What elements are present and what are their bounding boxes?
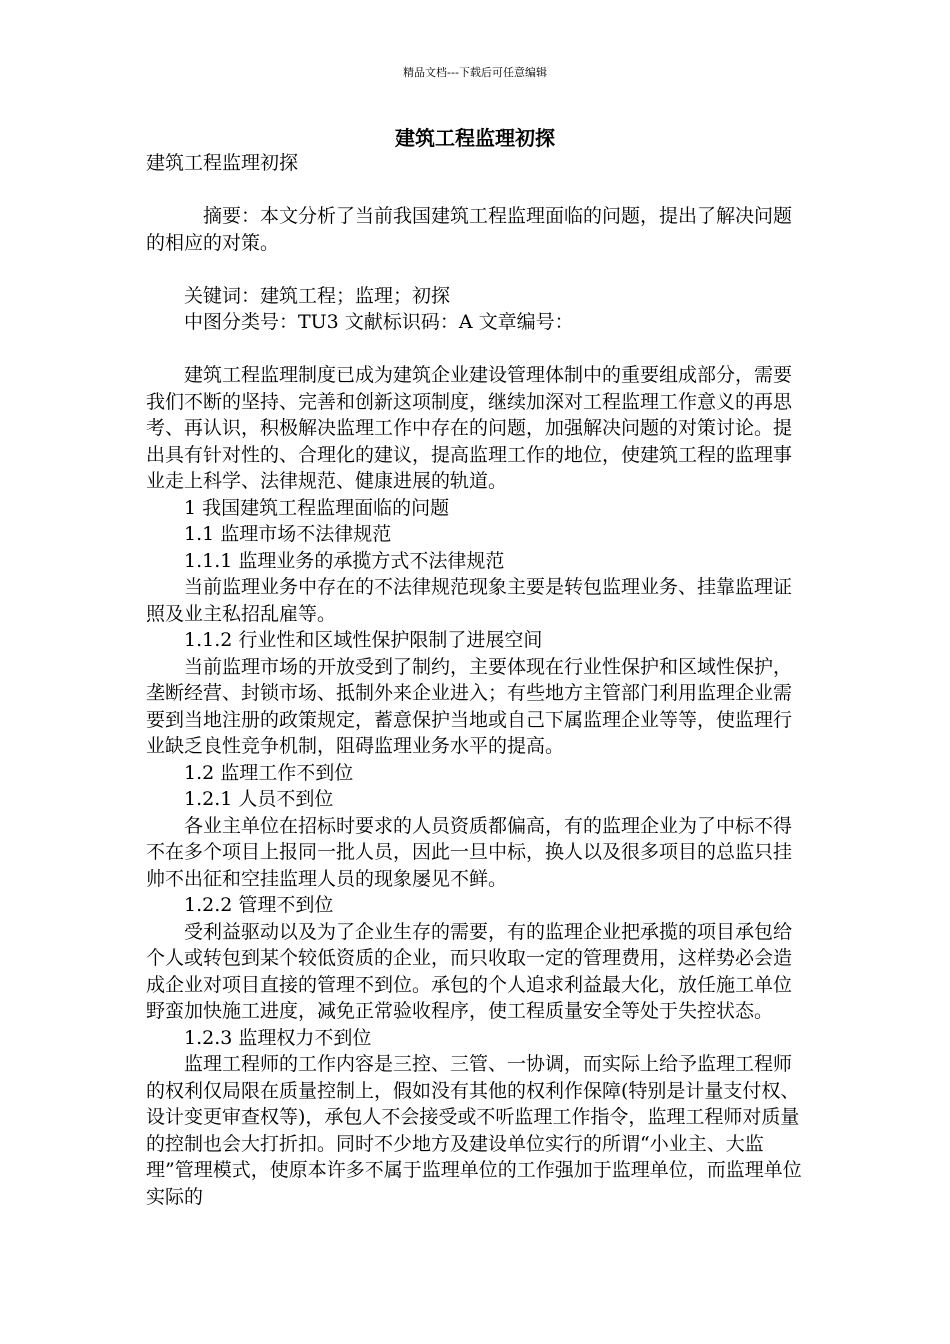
body-paragraph: 当前监理市场的开放受到了制约，主要体现在行业性保护和区域性保护，垄断经营、封锁市场、抵制外来企业进入；有些地方主管部门利用监理企业需要到当地注册的政策规定，蓄意保护当地或自己下属监理企业等等，使监理行业缺乏良性竞争机制，阻碍监理业务水平的提高。 (146, 655, 793, 757)
document-title: 建筑工程监理初探 (395, 126, 555, 150)
body-paragraph: 各业主单位在招标时要求的人员资质都偏高，有的监理企业为了中标不得不在多个项目上报同一批人员，因此一旦中标，换人以及很多项目的总监只挂帅不出征和空挂监理人员的现象屡见不鲜。 (146, 814, 793, 890)
body-paragraph: 监理工程师的工作内容是三控、三管、一协调，而实际上给予监理工程师的权利仅局限在质量控制上，假如没有其他的权利作保障(特别是计量支付权、设计变更审查权等)，承包人不会接受或不听监理工作指令，监理工程师对质量的控制也会大打折扣。同时不少地方及建设单位实行的所谓“小业主、大监理”管理模式，使原本许多不属于监理单位的工作强加于监理单位，而监理单位实际的 (146, 1053, 802, 1208)
section-heading: 1 我国建筑工程监理面临的问题 (184, 496, 450, 519)
spacer (146, 177, 810, 204)
classification-line: 中图分类号：TU3 文献标识码：A 文章编号： (184, 311, 574, 333)
section-heading: 1.1.1 监理业务的承揽方式不法律规范 (184, 549, 505, 572)
section-heading: 1.1.2 行业性和区域性保护限制了进展空间 (184, 629, 543, 651)
section-heading: 1.2.3 监理权力不到位 (184, 1026, 372, 1049)
body-paragraph: 当前监理业务中存在的不法律规范现象主要是转包监理业务、挂靠监理证照及业主私招乱雇等。 (146, 576, 793, 625)
abstract-paragraph: 摘要：本文分析了当前我国建筑工程监理面临的问题，提出了解决问题的相应的对策。 (146, 205, 793, 254)
spacer (146, 336, 810, 363)
spacer (146, 256, 810, 283)
body-paragraph: 建筑工程监理制度已成为建筑企业建设管理体制中的重要组成部分，需要我们不断的坚持、完善和创新这项制度，继续加深对工程监理工作意义的再思考、再认识，积极解决监理工作中存在的问题，加强解决问题的对策讨论。提出具有针对性的、合理化的建议，提高监理工作的地位，使建筑工程的监理事业走上科学、法律规范、健康进展的轨道。 (146, 364, 793, 492)
section-heading: 1.1 监理市场不法律规范 (184, 523, 392, 545)
section-heading: 1.2.2 管理不到位 (184, 894, 334, 916)
keywords-line: 关键词：建筑工程；监理；初探 (184, 284, 451, 307)
body-paragraph: 受利益驱动以及为了企业生存的需要，有的监理企业把承揽的项目承包给个人或转包到某个较低资质的企业，而只收取一定的管理费用，这样势必会造成企业对项目直接的管理不到位。承包的个人追求利益最大化，放任施工单位野蛮加快施工进度，减免正常验收程序，使工程质量安全等处于失控状态。 (146, 920, 793, 1022)
section-heading: 1.2.1 人员不到位 (184, 788, 334, 810)
document-body (146, 150, 810, 1210)
section-heading: 1.2 监理工作不到位 (184, 761, 354, 784)
page-header-note: 精品文档---下载后可任意编辑 (403, 66, 547, 79)
document-subtitle: 建筑工程监理初探 (146, 152, 299, 174)
